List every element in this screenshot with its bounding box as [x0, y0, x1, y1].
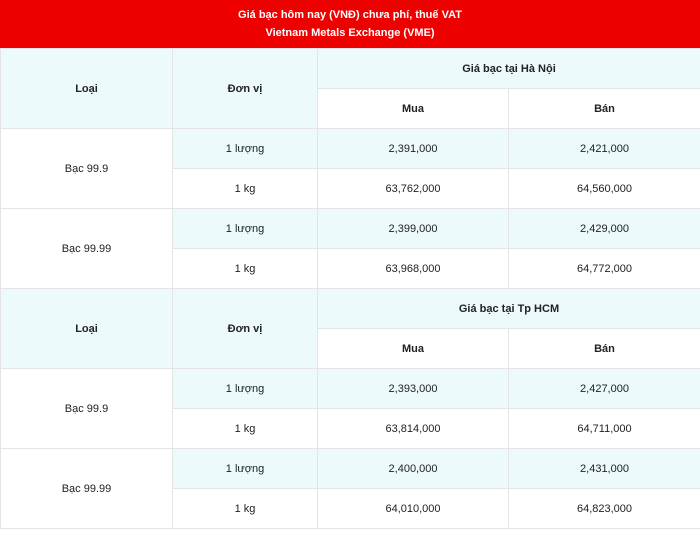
unit-cell: 1 kg	[173, 169, 318, 209]
region-header: Giá bạc tại Hà Nội	[318, 49, 700, 89]
buy-price-cell: 63,814,000	[318, 409, 509, 449]
sell-price-cell: 64,823,000	[509, 489, 700, 529]
buy-price-cell: 63,762,000	[318, 169, 509, 209]
table-row	[1, 129, 700, 169]
unit-cell: 1 lượng	[173, 129, 318, 169]
buy-price-cell: 64,010,000	[318, 489, 509, 529]
unit-cell: 1 kg	[173, 409, 318, 449]
silver-type-cell: Bạc 99.9	[1, 369, 173, 449]
sell-price-cell: 2,431,000	[509, 449, 700, 489]
column-header-unit: Đơn vị	[173, 289, 318, 369]
silver-type-cell: Bạc 99.99	[1, 209, 173, 289]
column-header-sell: Bán	[509, 329, 700, 369]
unit-cell: 1 kg	[173, 249, 318, 289]
unit-cell: 1 lượng	[173, 209, 318, 249]
silver-type-cell: Bạc 99.9	[1, 129, 173, 209]
section-header-row	[1, 49, 700, 89]
banner-subtitle: Vietnam Metals Exchange (VME)	[265, 27, 435, 39]
buy-price-cell: 2,399,000	[318, 209, 509, 249]
column-header-buy: Mua	[318, 89, 509, 129]
sell-price-cell: 2,429,000	[509, 209, 700, 249]
region-header: Giá bạc tại Tp HCM	[318, 289, 700, 329]
column-header-type: Loại	[1, 289, 173, 369]
sell-price-cell: 2,421,000	[509, 129, 700, 169]
silver-price-table	[0, 48, 700, 529]
column-header-buy: Mua	[318, 329, 509, 369]
column-header-unit: Đơn vị	[173, 49, 318, 129]
section-header-row	[1, 289, 700, 329]
table-row	[1, 209, 700, 249]
sell-price-cell: 64,711,000	[509, 409, 700, 449]
unit-cell: 1 kg	[173, 489, 318, 529]
column-header-type: Loại	[1, 49, 173, 129]
buy-price-cell: 63,968,000	[318, 249, 509, 289]
buy-price-cell: 2,393,000	[318, 369, 509, 409]
banner-title: Giá bạc hôm nay (VNĐ) chưa phí, thuế VAT	[238, 9, 462, 21]
column-header-sell: Bán	[509, 89, 700, 129]
buy-price-cell: 2,400,000	[318, 449, 509, 489]
page-banner	[0, 0, 700, 48]
table-row	[1, 369, 700, 409]
table-row	[1, 449, 700, 489]
sell-price-cell: 64,560,000	[509, 169, 700, 209]
silver-type-cell: Bạc 99.99	[1, 449, 173, 529]
buy-price-cell: 2,391,000	[318, 129, 509, 169]
sell-price-cell: 64,772,000	[509, 249, 700, 289]
sell-price-cell: 2,427,000	[509, 369, 700, 409]
unit-cell: 1 lượng	[173, 449, 318, 489]
unit-cell: 1 lượng	[173, 369, 318, 409]
